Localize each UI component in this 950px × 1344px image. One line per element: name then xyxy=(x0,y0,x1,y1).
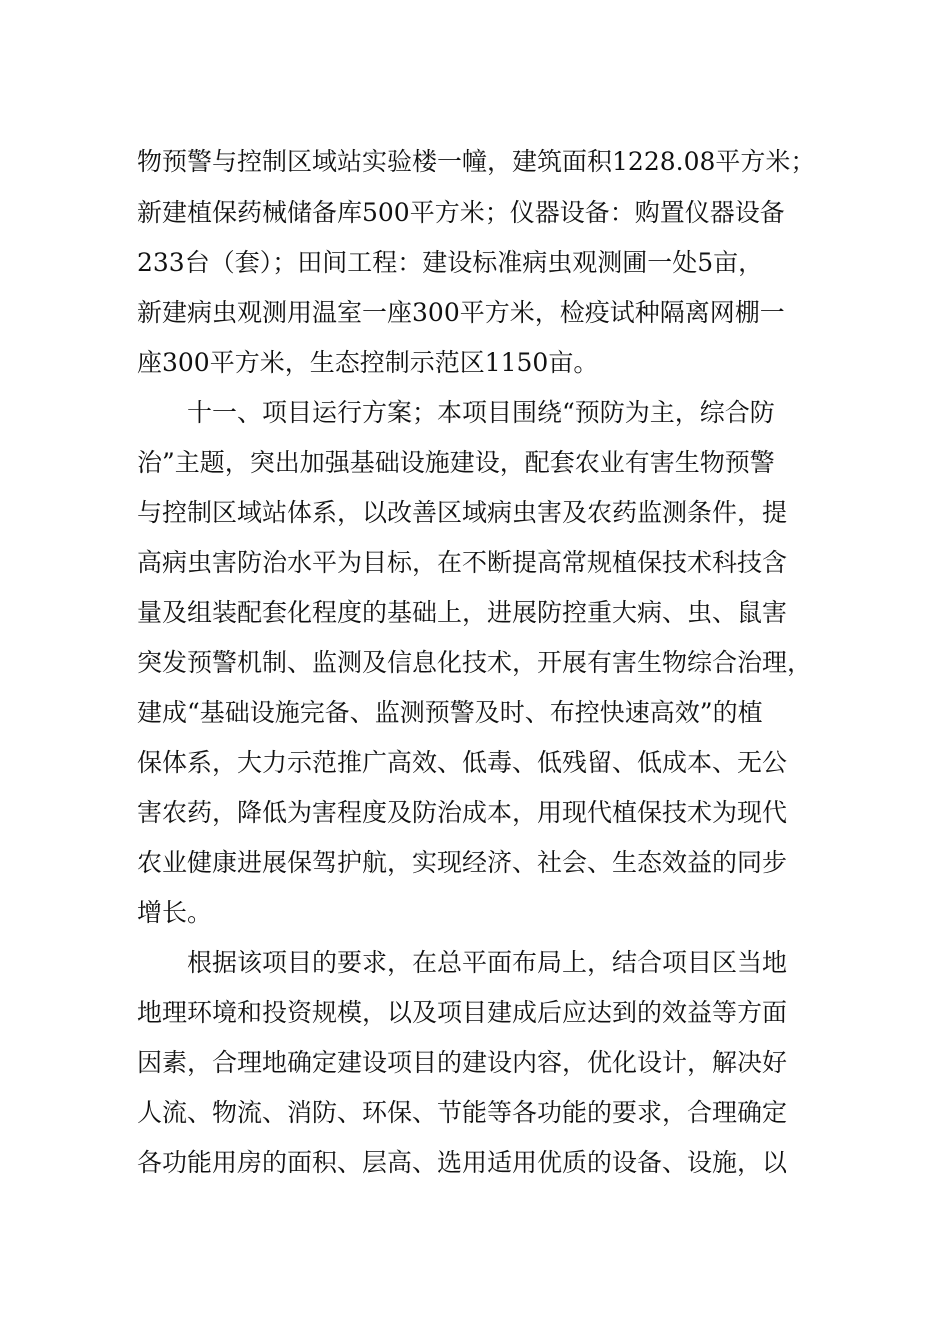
text-line: 233台（套）；田间工程：建设标准病虫观测圃一处5亩， xyxy=(137,248,764,277)
text-line: 农业健康进展保驾护航，实现经济、社会、生态效益的同步 xyxy=(137,848,788,877)
text-line: 建成“基础设施完备、监测预警及时、布控快速高效”的植 xyxy=(137,698,763,727)
text-line: 座300平方米，生态控制示范区1150亩。 xyxy=(137,348,599,377)
text-line: 治”主题，突出加强基础设施建设，配套农业有害生物预警 xyxy=(137,448,775,477)
text-line: 新建病虫观测用温室一座300平方米，检疫试种隔离网棚一 xyxy=(137,298,785,327)
text-line: 各功能用房的面积、层高、选用适用优质的设备、设施，以 xyxy=(137,1148,788,1177)
text-line: 害农药，降低为害程度及防治成本，用现代植保技术为现代 xyxy=(137,798,788,827)
text-line: 高病虫害防治水平为目标，在不断提高常规植保技术科技含 xyxy=(137,548,788,577)
text-line: 与控制区域站体系，以改善区域病虫害及农药监测条件，提 xyxy=(137,498,788,527)
text-line: 量及组装配套化程度的基础上，进展防控重大病、虫、鼠害 xyxy=(137,598,788,627)
text-line: 新建植保药械储备库500平方米；仪器设备：购置仪器设备 xyxy=(137,198,785,227)
text-line: 因素，合理地确定建设项目的建设内容，优化设计，解决好 xyxy=(137,1048,788,1077)
text-line: 人流、物流、消防、环保、节能等各功能的要求，合理确定 xyxy=(137,1098,788,1127)
text-line: 根据该项目的要求，在总平面布局上，结合项目区当地 xyxy=(187,948,788,977)
text-line: 增长。 xyxy=(137,898,213,927)
text-line: 突发预警机制、监测及信息化技术，开展有害生物综合治理， xyxy=(137,648,813,677)
text-line: 物预警与控制区域站实验楼一幢，建筑面积1228.08平方米； xyxy=(137,147,816,176)
text-line: 保体系，大力示范推广高效、低毒、低残留、低成本、无公 xyxy=(137,748,788,777)
text-line: 十一、项目运行方案；本项目围绕“预防为主，综合防 xyxy=(187,398,775,427)
text-line: 地理环境和投资规模，以及项目建成后应达到的效益等方面 xyxy=(137,998,788,1027)
